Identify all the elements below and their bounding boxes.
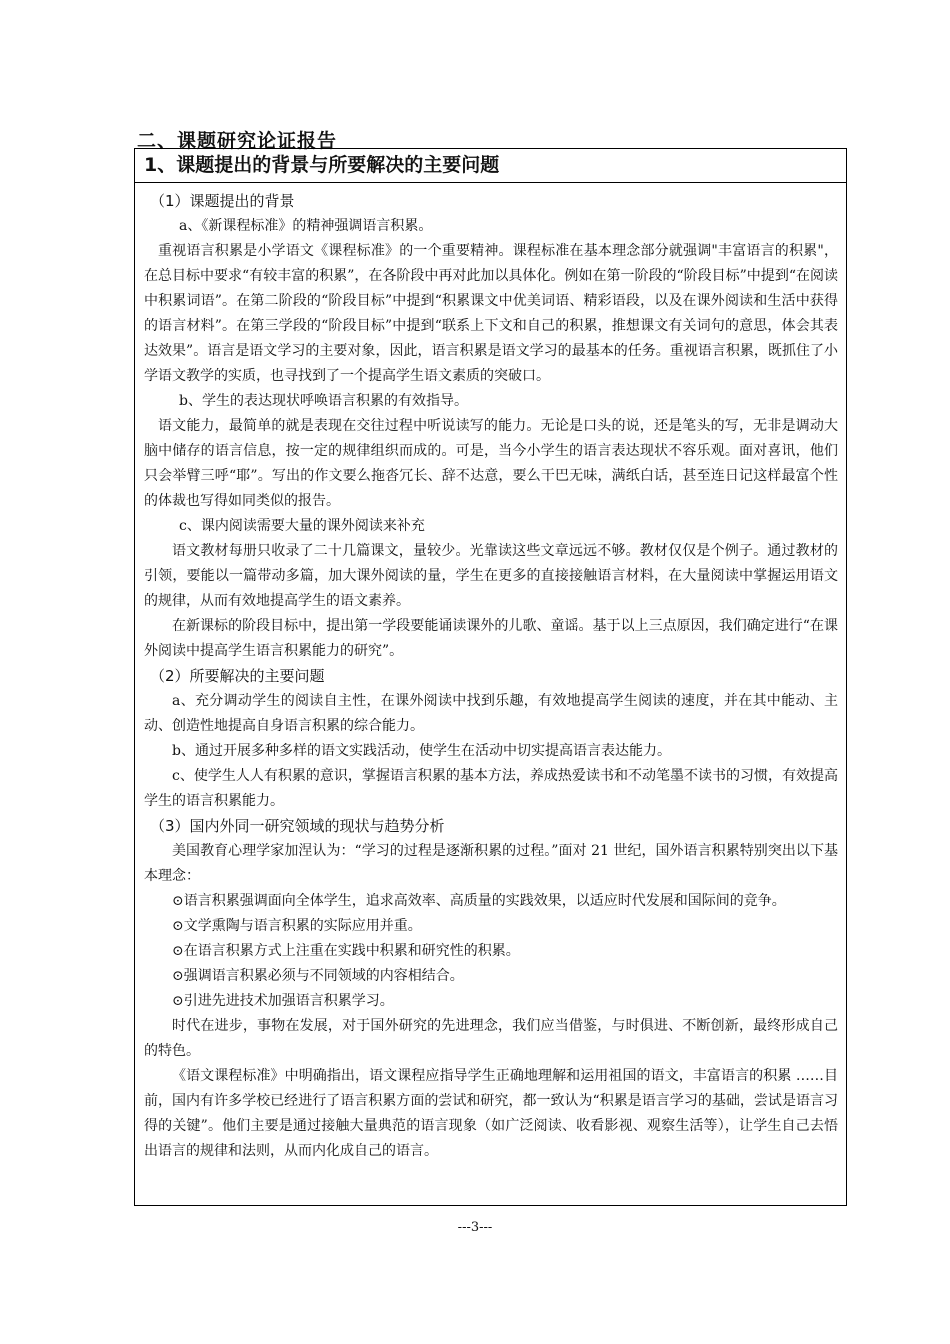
paragraph-gagne: 美国教育心理学家加涅认为：“学习的过程是逐渐积累的过程。”面对 21 世纪，国外语言积累特别突出以下基本理念： xyxy=(144,843,838,884)
problem-b: b、通过开展多种多样的语文实践活动，使学生在活动中切实提高语言表达能力。 xyxy=(172,743,671,759)
paragraph-domestic: 《语文课程标准》中明确指出，语文课程应指导学生正确地理解和运用祖国的语文，丰富语言的积累 ……目前，国内有许多学校已经进行了语言积累方面的尝试和研究，都一致认为“积累是语言学习的基础，尝试是语言习得的关键”。他们主要是通过接触大量典范的语言现象（如广泛阅读、收看影视、观察生活等），让学生自己去悟出语言的规律和法则，从而内化成自己的语言。 xyxy=(144,1068,838,1159)
item-a-heading: a、《新课程标准》的精神强调语言积累。 xyxy=(179,218,433,234)
section-heading-problems: （2）所要解决的主要问题 xyxy=(150,667,325,685)
paragraph-conclusion: 在新课标的阶段目标中，提出第一学段要能诵读课外的儿歌、童谣。基于以上三点原因，我们确定进行“在课外阅读中提高学生语言积累能力的研究”。 xyxy=(144,618,838,659)
bullet-item: ⊙引进先进技术加强语言积累学习。 xyxy=(172,993,394,1009)
report-table xyxy=(134,148,847,1206)
table-body xyxy=(135,183,846,1164)
problem-a: a、充分调动学生的阅读自主性，在课外阅读中找到乐趣，有效地提高学生阅读的速度，并在其中能动、主动、创造性地提高自身语言积累的综合能力。 xyxy=(144,693,838,734)
table-header: 1、课题提出的背景与所要解决的主要问题 xyxy=(135,149,846,183)
paragraph-expression: 语文能力，最简单的就是表现在交往过程中听说读写的能力。无论是口头的说，还是笔头的写，无非是调动大脑中储存的语言信息，按一定的规律组织而成的。可是，当今小学生的语言表达现状不容乐观。面对喜讯，他们只会举臂三呼“耶”。写出的作文要么拖沓冗长、辞不达意，要么干巴无味，满纸白话，甚至连日记这样最富个性的体裁也写得如同类似的报告。 xyxy=(144,418,838,509)
item-b-heading: b、学生的表达现状呼唤语言积累的有效指导。 xyxy=(179,393,468,409)
page-title: 二、课题研究论证报告 xyxy=(137,130,338,152)
bullet-item: ⊙语言积累强调面向全体学生，追求高效率、高质量的实践效果，以适应时代发展和国际间的竞争。 xyxy=(172,893,786,909)
bullet-item: ⊙在语言积累方式上注重在实践中积累和研究性的积累。 xyxy=(172,943,520,959)
section-heading-background: （1）课题提出的背景 xyxy=(150,192,295,210)
paragraph-curriculum: 重视语言积累是小学语文《课程标准》的一个重要精神。课程标准在基本理念部分就强调"丰富语言的积累"，在总目标中要求“有较丰富的积累”，在各阶段中再对此加以具体化。例如在第一阶段的“阶段目标”中提到“在阅读中积累词语”。在第二阶段的“阶段目标”中提到“积累课文中优美词语、精彩语段，以及在课外阅读和生活中获得的语言材料”。在第三学段的“阶段目标”中提到“联系上下文和自己的积累，推想课文有关词句的意思，体会其表达效果”。语言是语文学习的主要对象，因此，语言积累是语文学习的最基本的任务。重视语言积累，既抓住了小学语文教学的实质，也寻找到了一个提高学生语文素质的突破口。 xyxy=(144,243,838,384)
paragraph-progress: 时代在进步，事物在发展，对于国外研究的先进理念，我们应当借鉴，与时俱进、不断创新，最终形成自己的特色。 xyxy=(144,1018,838,1059)
section-heading-research-status: （3）国内外同一研究领域的现状与趋势分析 xyxy=(150,817,445,835)
bullet-item: ⊙强调语言积累必须与不同领域的内容相结合。 xyxy=(172,968,464,984)
bullet-item: ⊙文学熏陶与语言积累的实际应用并重。 xyxy=(172,918,422,934)
paragraph-reading: 语文教材每册只收录了二十几篇课文，量较少。光靠读这些文章远远不够。教材仅仅是个例子。通过教材的引领，要能以一篇带动多篇，加大课外阅读的量，学生在更多的直接接触语言材料，在大量阅读中掌握运用语文的规律，从而有效地提高学生的语文素养。 xyxy=(144,543,838,609)
page-number: ---3--- xyxy=(457,1220,493,1235)
problem-c: c、使学生人人有积累的意识，掌握语言积累的基本方法，养成热爱读书和不动笔墨不读书的习惯，有效提高学生的语言积累能力。 xyxy=(144,768,838,809)
item-c-heading: c、课内阅读需要大量的课外阅读来补充 xyxy=(179,518,425,534)
